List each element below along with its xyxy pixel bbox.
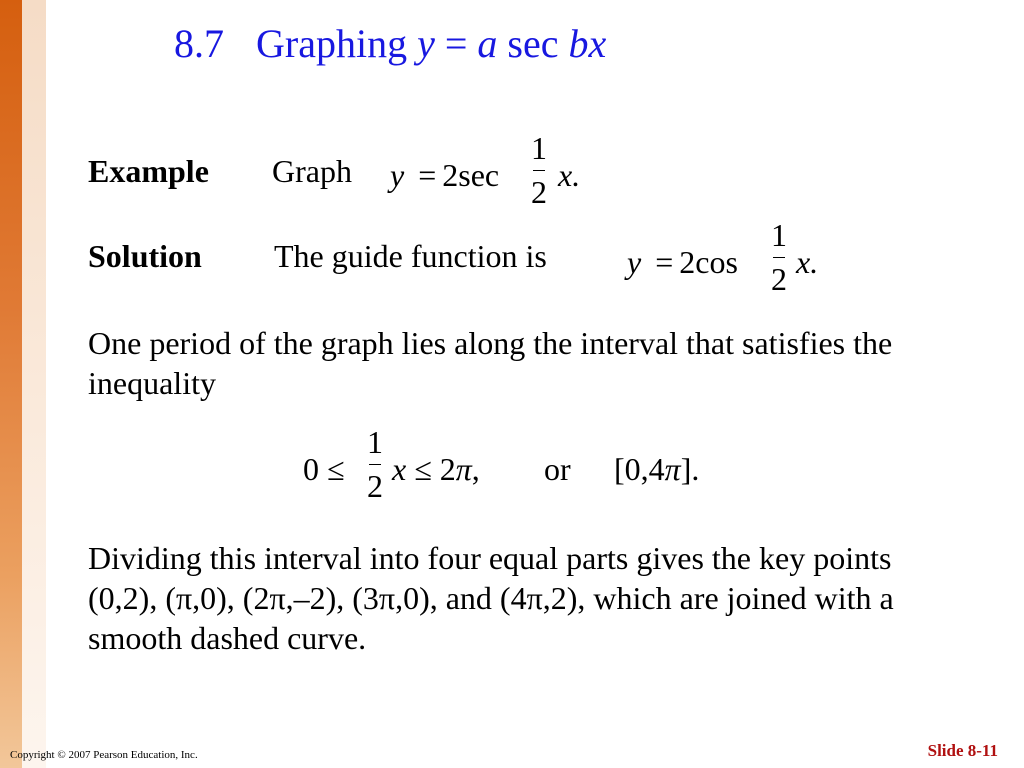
solution-frac-den: 2 (771, 261, 787, 297)
title-sec: sec (497, 21, 569, 66)
inequality-x: x (392, 451, 407, 487)
inequality-le: ≤ 2 (414, 451, 456, 487)
title-bx: bx (568, 21, 607, 66)
section-number: 8.7 (174, 21, 224, 66)
example-text: Graph (272, 153, 352, 189)
inequality-left: 0 ≤ (303, 451, 345, 487)
title-a: a (477, 21, 498, 66)
solution-eq-y: y (627, 244, 642, 280)
solution-equation (627, 244, 738, 281)
title-y: y (417, 21, 435, 66)
solution-frac-bar (773, 257, 785, 258)
interval-open: [0,4 (614, 451, 665, 487)
left-accent-bar (0, 0, 22, 768)
solution-label: Solution (88, 238, 202, 274)
example-equation (390, 157, 499, 194)
paragraph-interval: One period of the graph lies along the interval that satisfies the inequality (88, 325, 893, 401)
inequality-frac-num: 1 (367, 424, 383, 460)
example-frac-den: 2 (531, 174, 547, 210)
paragraph-key-points: Dividing this interval into four equal parts gives the key points (0,2), (π,0), (2π,–2), (3π,0), and (4π,2), which are joined with a smooth dashed curve. (88, 540, 894, 656)
title-eq: = (434, 21, 478, 66)
slide-title (174, 20, 606, 67)
example-label: Example (88, 153, 209, 189)
left-accent-gradient (22, 0, 46, 768)
solution-fraction (766, 219, 792, 295)
example-frac-num: 1 (531, 130, 547, 166)
example-eq-coef: 2 (442, 157, 459, 193)
example-eq-sign: = (418, 157, 437, 193)
example-eq-x (558, 157, 580, 194)
solution-eq-x (796, 244, 818, 281)
solution-frac-num: 1 (771, 217, 787, 253)
slide-number: Slide 8-11 (927, 741, 998, 760)
solution-text: The guide function is (274, 238, 547, 274)
inequality-interval (614, 451, 699, 488)
interval-close: ]. (680, 451, 700, 487)
inequality-comma: , (471, 451, 480, 487)
inequality-pi: π (455, 451, 472, 487)
example-frac-bar (533, 170, 545, 171)
example-eq-y: y (390, 157, 405, 193)
solution-eq-fn: cos (695, 244, 738, 280)
example-fraction (526, 132, 552, 208)
example-x: x. (558, 157, 581, 193)
title-prefix: Graphing (256, 21, 418, 66)
example-eq-fn: sec (458, 157, 500, 193)
inequality-frac-den: 2 (367, 468, 383, 504)
inequality-or: or (544, 451, 571, 487)
copyright-footer: Copyright © 2007 Pearson Education, Inc. (10, 749, 198, 761)
solution-eq-sign: = (655, 244, 674, 280)
solution-x: x. (796, 244, 819, 280)
interval-pi: π (664, 451, 681, 487)
inequality-frac-bar (369, 464, 381, 465)
inequality-right (392, 451, 480, 488)
inequality-fraction (362, 426, 388, 502)
solution-eq-coef: 2 (679, 244, 696, 280)
